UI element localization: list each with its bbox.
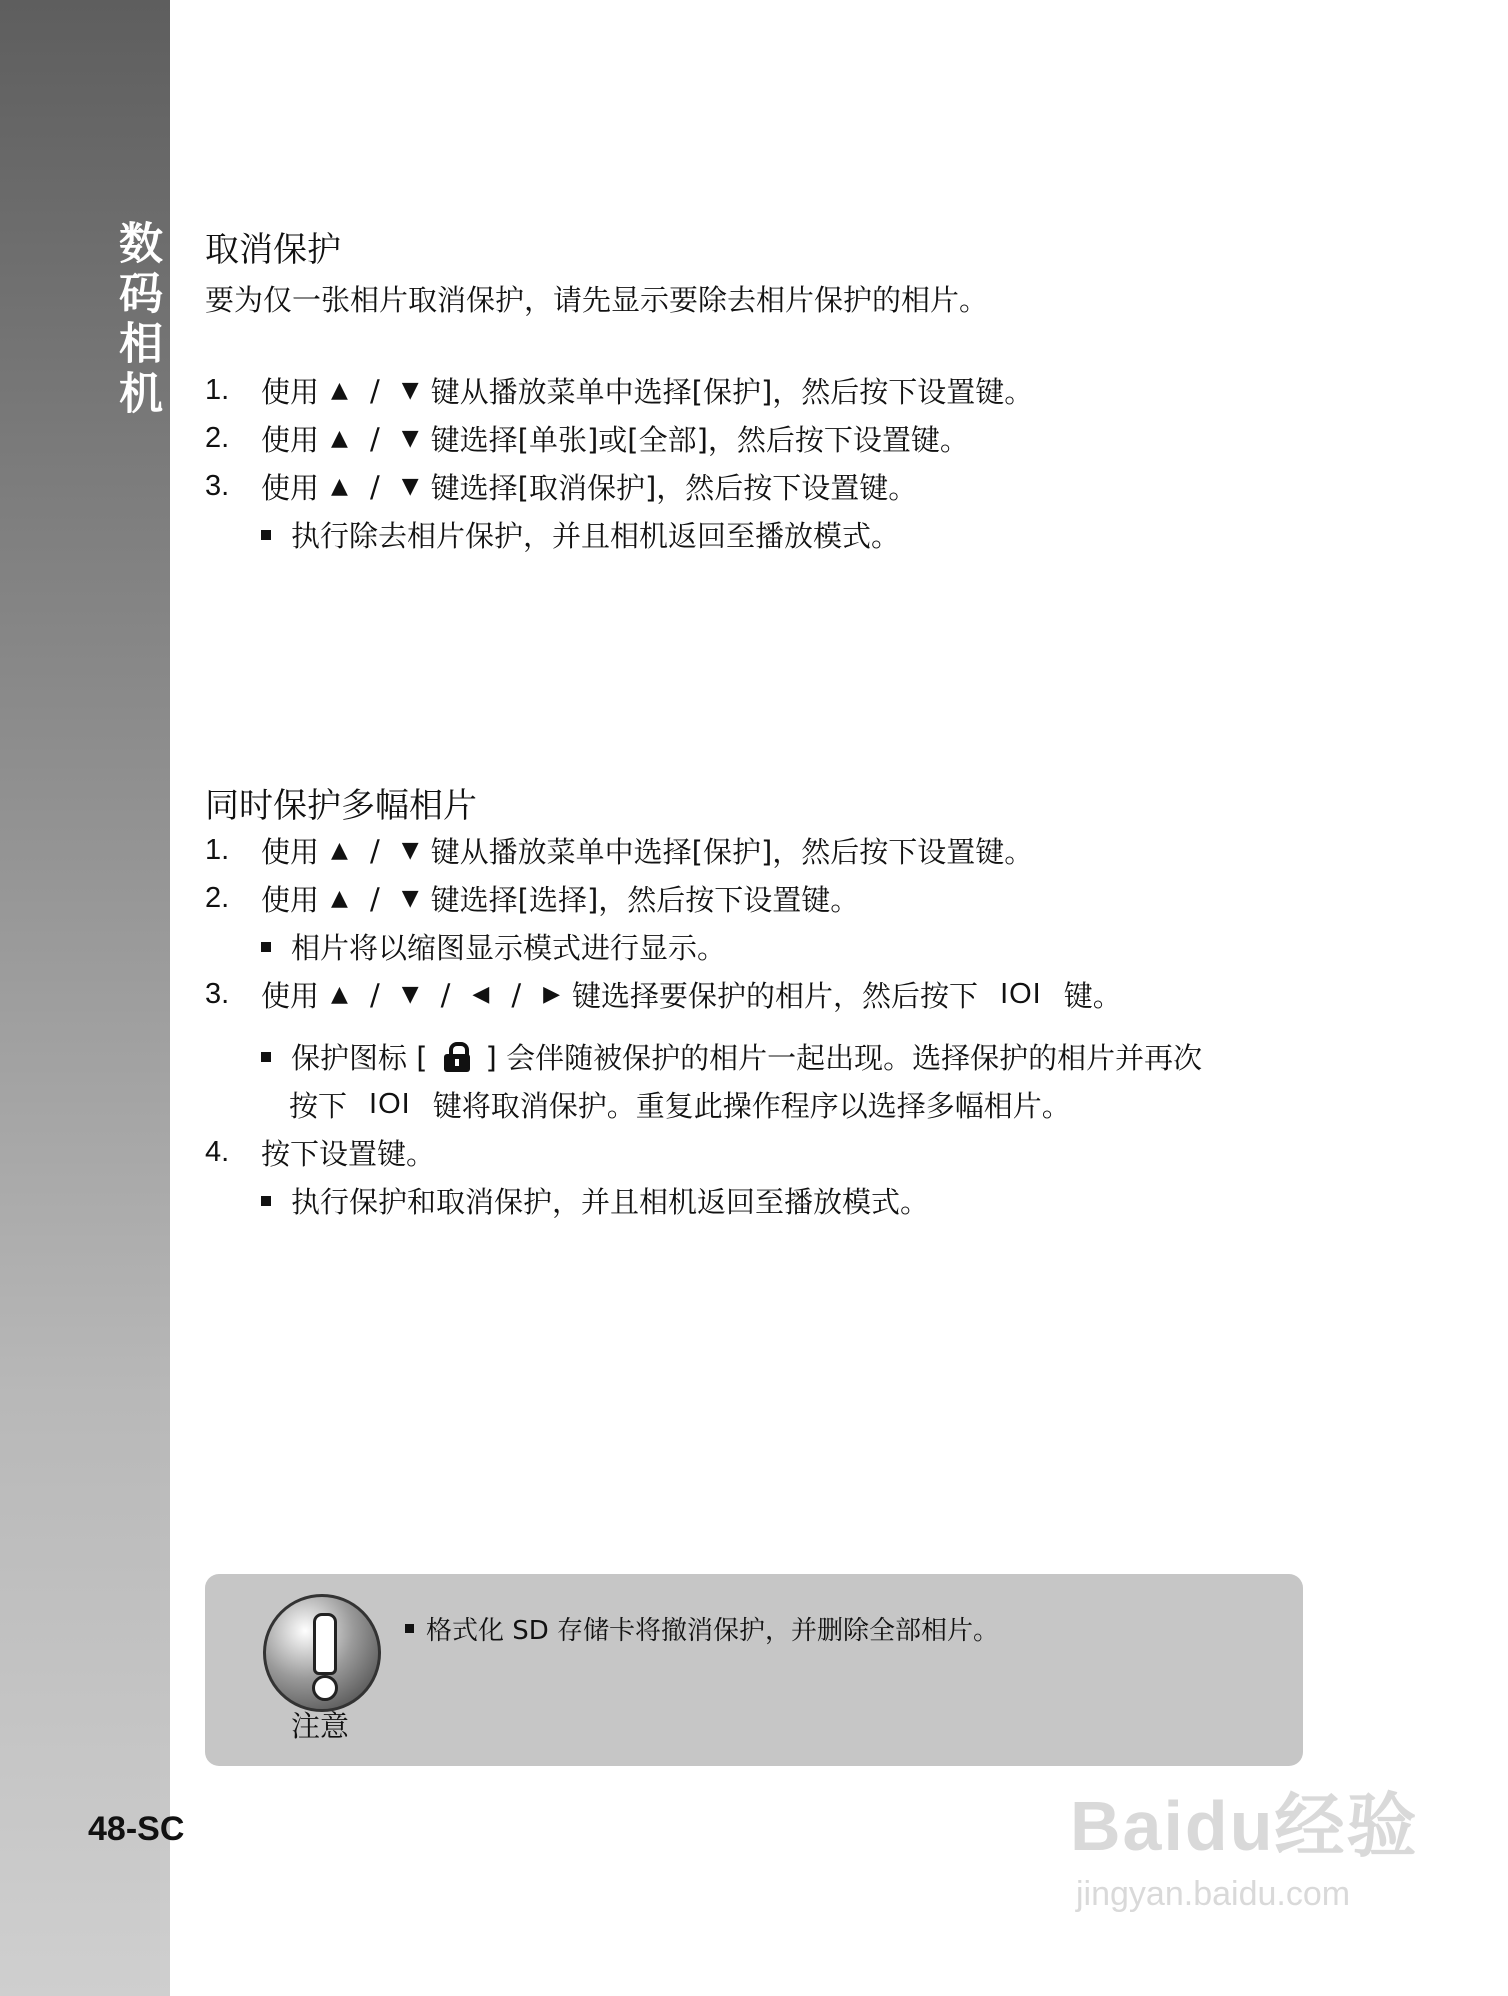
step-prefix: 使用 (261, 835, 320, 869)
side-bar (0, 0, 170, 1996)
bullet-square-icon (405, 1624, 414, 1633)
up-arrow-icon: ▲ (331, 838, 348, 863)
step-number: 3. (205, 470, 230, 502)
right-arrow-icon: ▶ (543, 982, 561, 1007)
note-box (205, 1574, 1303, 1766)
step-prefix: 使用 (261, 375, 320, 409)
section1-heading: 取消保护 (205, 230, 341, 270)
step-number: 1. (205, 834, 230, 866)
page-number: 48-SC (88, 1810, 185, 1848)
step-prefix: 使用 (261, 979, 320, 1013)
watermark-sub: jingyan.baidu.com (1076, 1875, 1351, 1913)
down-arrow-icon: ▼ (401, 838, 419, 863)
step-number: 2. (205, 882, 230, 914)
bullet-text: ] 会伴随被保护的相片一起出现。选择保护的相片并再次 (485, 1041, 1203, 1075)
bullet-square-icon (261, 1052, 271, 1062)
bullet-text: 执行除去相片保护，并且相机返回至播放模式。 (291, 519, 901, 553)
step-number: 4. (205, 1136, 230, 1168)
lock-icon (444, 1042, 470, 1072)
warning-icon (263, 1594, 381, 1712)
step-prefix: 使用 (261, 883, 320, 917)
section1-bullet (261, 514, 900, 555)
section2-step-1 (205, 830, 1033, 871)
bullet-square-icon (261, 530, 271, 540)
step-number: 2. (205, 422, 230, 454)
up-arrow-icon: ▲ (331, 426, 348, 451)
section2-bullet-protect-cont (289, 1084, 1071, 1125)
step-text: 键从播放菜单中选择[保护]，然后按下设置键。 (430, 835, 1034, 869)
down-arrow-icon: ▼ (401, 886, 419, 911)
note-text-content: 格式化 SD 存储卡将撤消保护，并删除全部相片。 (426, 1616, 1000, 1646)
note-text (405, 1610, 999, 1647)
bullet-square-icon (261, 1196, 271, 1206)
step-prefix: 使用 (261, 471, 320, 505)
note-label: 注意 (291, 1709, 350, 1743)
slash: / (369, 977, 380, 1012)
step-text: 键选择要保护的相片，然后按下 (572, 979, 979, 1013)
bullet-text: 键将取消保护。重复此操作程序以选择多幅相片。 (432, 1089, 1071, 1123)
step-text: 按下设置键。 (261, 1137, 436, 1171)
baidu-watermark (1070, 1770, 1418, 1914)
section2-step-4 (205, 1132, 435, 1173)
down-arrow-icon: ▼ (401, 378, 419, 403)
side-title: 数码相机 (111, 220, 162, 420)
section2-heading: 同时保护多幅相片 (205, 786, 477, 826)
section2-step-2 (205, 878, 859, 919)
up-arrow-icon: ▲ (331, 474, 348, 499)
step-text: 键选择[取消保护]，然后按下设置键。 (430, 471, 918, 505)
section2-bullet-final (261, 1180, 929, 1221)
section1-intro: 要为仅一张相片取消保护，请先显示要除去相片保护的相片。 (205, 283, 989, 317)
slash: / (369, 833, 380, 868)
step-prefix: 使用 (261, 423, 320, 457)
section2-bullet-thumbnail (261, 926, 726, 967)
section1-step-3 (205, 466, 917, 507)
step-text: 键。 (1063, 979, 1122, 1013)
step-text: 键选择[选择]，然后按下设置键。 (430, 883, 860, 917)
ioi-button-icon: IOI (1000, 978, 1042, 1010)
slash: / (369, 469, 380, 504)
watermark-main: Baidu经验 (1070, 1787, 1419, 1865)
up-arrow-icon: ▲ (331, 886, 348, 911)
section1-step-1 (205, 370, 1033, 411)
bullet-text: 保护图标 [ (291, 1041, 428, 1075)
step-text: 键从播放菜单中选择[保护]，然后按下设置键。 (430, 375, 1034, 409)
section2-bullet-protect (261, 1036, 1202, 1077)
up-arrow-icon: ▲ (331, 982, 348, 1007)
step-text: 键选择[单张]或[全部]，然后按下设置键。 (430, 423, 969, 457)
bullet-text: 相片将以缩图显示模式进行显示。 (291, 931, 727, 965)
section2-step-3 (205, 974, 1122, 1015)
down-arrow-icon: ▼ (401, 426, 419, 451)
slash: / (369, 881, 380, 916)
slash: / (440, 977, 451, 1012)
bullet-text: 按下 (289, 1089, 348, 1123)
bullet-square-icon (261, 942, 271, 952)
step-number: 1. (205, 374, 230, 406)
section1-step-2 (205, 418, 969, 459)
slash: / (369, 373, 380, 408)
down-arrow-icon: ▼ (401, 474, 419, 499)
bullet-text: 执行保护和取消保护，并且相机返回至播放模式。 (291, 1185, 930, 1219)
ioi-button-icon: IOI (369, 1088, 411, 1120)
slash: / (369, 421, 380, 456)
left-arrow-icon: ◀ (472, 982, 490, 1007)
step-number: 3. (205, 978, 230, 1010)
up-arrow-icon: ▲ (331, 378, 348, 403)
slash: / (511, 977, 522, 1012)
down-arrow-icon: ▼ (401, 982, 419, 1007)
